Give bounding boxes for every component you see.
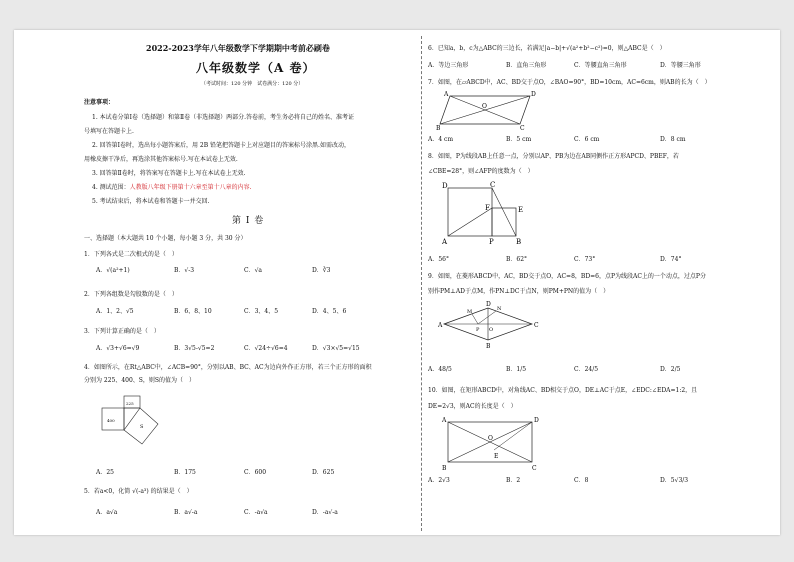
- q9-stem-cont: 别作PM⊥AD于点M，作PN⊥DC于点N，则PM+PN的值为（ ）: [428, 288, 610, 295]
- q9-label-m: M: [467, 309, 473, 315]
- q9-label-b: B: [486, 343, 491, 350]
- q6-option-a: A．等边三角形: [428, 62, 469, 69]
- q9-label-o: O: [489, 327, 494, 333]
- q9-option-a: A．48/5: [428, 366, 452, 373]
- q7-option-c: C．6 cm: [574, 136, 600, 143]
- q2-option-b: B．6、8、10: [174, 308, 212, 315]
- q7-label-o: O: [482, 103, 487, 110]
- q6-stem: 6．已知a，b，c为△ABC的三边长，若满足|a−b|+√(a²+b²−c²)=0，则△ABC是（ ）: [428, 45, 666, 52]
- q8-label-f: F: [485, 204, 490, 212]
- q5-option-a: A．a√a: [96, 509, 118, 516]
- q2-option-a: A．1、2、√5: [96, 308, 134, 315]
- q10-label-a: A: [442, 417, 447, 424]
- q9-label-a: A: [438, 322, 443, 329]
- q8-label-p: P: [489, 238, 494, 246]
- q4-option-c: C．600: [244, 469, 267, 476]
- q8-stem: 8．如图，P为线段AB上任意一点，分别以AP、PB为边在AB同侧作正方形APCD、PBEF，若: [428, 153, 679, 160]
- q4-option-b: B．175: [174, 469, 196, 476]
- q6-option-d: D．等腰三角形: [660, 62, 701, 69]
- q7-option-a: A．4 cm: [428, 136, 454, 143]
- q10-option-a: A．2√3: [428, 477, 450, 484]
- note-2: 2. 回答第Ⅰ卷时，选出每小题答案后，用 2B 铅笔把答题卡上对应题目的答案标号涂黑.如需改动，: [92, 142, 350, 149]
- q10-stem-cont: DE=2√3，则AC的长度是（ ）: [428, 403, 517, 410]
- q2-stem: 2．下列各组数是勾股数的是（ ）: [84, 291, 178, 298]
- q8-option-c: C．73°: [574, 256, 596, 263]
- exam-series-title: 2022-2023学年八年级数学下学期期中考前必刷卷: [146, 43, 330, 53]
- note-4-label: 4. 测试范围：: [92, 184, 130, 191]
- q7-label-a: A: [444, 91, 449, 98]
- q8-label-c: C: [490, 181, 496, 189]
- q1-option-c: C．√a: [244, 267, 262, 274]
- q6-option-c: C．等腰直角三角形: [574, 62, 627, 69]
- q7-label-b: B: [436, 125, 441, 132]
- q10-label-o: O: [488, 435, 493, 442]
- q3-option-c: C．√24÷√6=4: [244, 345, 288, 352]
- notes-heading: 注意事项：: [84, 99, 115, 106]
- q4-label-s: S: [140, 424, 144, 430]
- q3-option-d: D．√3×√5=√15: [312, 345, 360, 352]
- exam-time-info: （考试时间：120 分钟 试卷满分：120 分）: [201, 81, 304, 87]
- q2-option-c: C．3、4、5: [244, 308, 279, 315]
- q5-option-d: D．-a√-a: [312, 509, 338, 516]
- q9-rhombus-figure: [438, 300, 538, 350]
- q1-option-a: A．√(a²+1): [96, 267, 130, 274]
- q4-stem-cont: 分别为 225、400、S，则S的值为（ ）: [84, 377, 196, 384]
- q4-squares-figure: [96, 392, 168, 452]
- q9-label-c: C: [534, 322, 539, 329]
- q7-option-b: B．5 cm: [506, 136, 532, 143]
- q7-stem: 7．如图，在▱ABCD中，AC、BD交于点O，∠BAO=90°，BD=10cm，AC=6cm，则AB的长为（ ）: [428, 79, 711, 86]
- q3-option-a: A．√3+√6=√9: [96, 345, 140, 352]
- q7-label-c: C: [520, 125, 525, 132]
- q7-parallelogram-figure: [436, 90, 536, 132]
- q9-label-p: P: [476, 327, 480, 333]
- q1-option-d: D．∛3: [312, 267, 331, 274]
- q2-option-d: D．4、5、6: [312, 308, 347, 315]
- q4-label-225: 225: [126, 401, 134, 406]
- q10-option-c: C．8: [574, 477, 589, 484]
- q3-option-b: B．3√5-√5=2: [174, 345, 215, 352]
- q8-label-d: D: [442, 182, 448, 190]
- q5-option-c: C．-a√a: [244, 509, 268, 516]
- note-1: 1. 本试卷分第Ⅰ卷（选择题）和第Ⅱ卷（非选择题）两部分.答卷前，考生务必将自己的姓名、准考证: [92, 114, 354, 121]
- q8-label-e: E: [518, 206, 524, 214]
- q9-label-n: N: [497, 306, 502, 312]
- q8-option-b: B．62°: [506, 256, 528, 263]
- q10-label-b: B: [442, 465, 447, 472]
- q10-option-b: B．2: [506, 477, 521, 484]
- q1-option-b: B．√-3: [174, 267, 195, 274]
- q9-option-d: D．2/5: [660, 366, 681, 373]
- note-2-cont: 用橡皮擦干净后，再选涂其他答案标号.写在本试卷上无效.: [84, 156, 238, 163]
- q10-label-d: D: [534, 417, 539, 424]
- q9-option-c: C．24/5: [574, 366, 599, 373]
- section-instruction: 一、选择题（本大题共 10 个小题，每小题 3 分，共 30 分）: [84, 235, 247, 242]
- note-3: 3. 回答第Ⅱ卷时，将答案写在答题卡上.写在本试卷上无效.: [92, 170, 246, 177]
- q4-stem: 4．如图所示，在Rt△ABC中，∠ACB=90°，分别以AB、BC、AC为边向外作正方形，若三个正方形的面积: [84, 364, 372, 371]
- q4-option-d: D．625: [312, 469, 335, 476]
- q7-label-d: D: [531, 91, 536, 98]
- q8-stem-cont: ∠CBE=28°，则∠AFP的度数为（ ）: [428, 168, 534, 175]
- q10-label-e: E: [494, 453, 499, 460]
- q5-stem: 5．若a<0，化简 √(-a³) 的结果是（ ）: [84, 488, 193, 495]
- q8-option-a: A．56°: [428, 256, 449, 263]
- q5-option-b: B．a√-a: [174, 509, 198, 516]
- note-4-scope: 人教版八年级下册第十六章至第十八章的内容.: [129, 184, 252, 191]
- q1-stem: 1．下列各式是二次根式的是（ ）: [84, 251, 178, 258]
- note-4: [92, 184, 252, 191]
- column-divider: [421, 36, 422, 531]
- exam-title: 八年级数学（A 卷）: [196, 61, 316, 75]
- q4-option-a: A．25: [96, 469, 114, 476]
- note-5: 5. 考试结束后，将本试卷和答题卡一并交回.: [92, 198, 210, 205]
- q9-stem: 9．如图，在菱形ABCD中，AC，BD交于点O，AC=8，BD=6，点P为线段AC上的一个动点，过点P分: [428, 273, 706, 280]
- q10-label-c: C: [532, 465, 537, 472]
- q9-label-d: D: [486, 301, 491, 308]
- q6-option-b: B．直角三角形: [506, 62, 547, 69]
- q4-label-400: 400: [107, 418, 115, 423]
- exam-page: [14, 30, 780, 535]
- q10-stem: 10．如图，在矩形ABCD中，对角线AC、BD相交于点O，DE⊥AC于点E，∠EDC:∠EDA=1:2，且: [428, 387, 698, 394]
- q8-squares-figure: [442, 182, 532, 244]
- q10-rectangle-figure: [442, 416, 540, 472]
- q9-option-b: B．1/5: [506, 366, 527, 373]
- section-title: 第 Ⅰ 卷: [232, 216, 265, 226]
- q7-option-d: D．8 cm: [660, 136, 686, 143]
- q10-option-d: D．5√3/3: [660, 477, 689, 484]
- q8-label-b: B: [516, 238, 522, 246]
- q3-stem: 3．下列计算正确的是（ ）: [84, 328, 160, 335]
- note-1-cont: 号填写在答题卡上.: [84, 128, 134, 135]
- q8-option-d: D．74°: [660, 256, 682, 263]
- q8-label-a: A: [442, 238, 448, 246]
